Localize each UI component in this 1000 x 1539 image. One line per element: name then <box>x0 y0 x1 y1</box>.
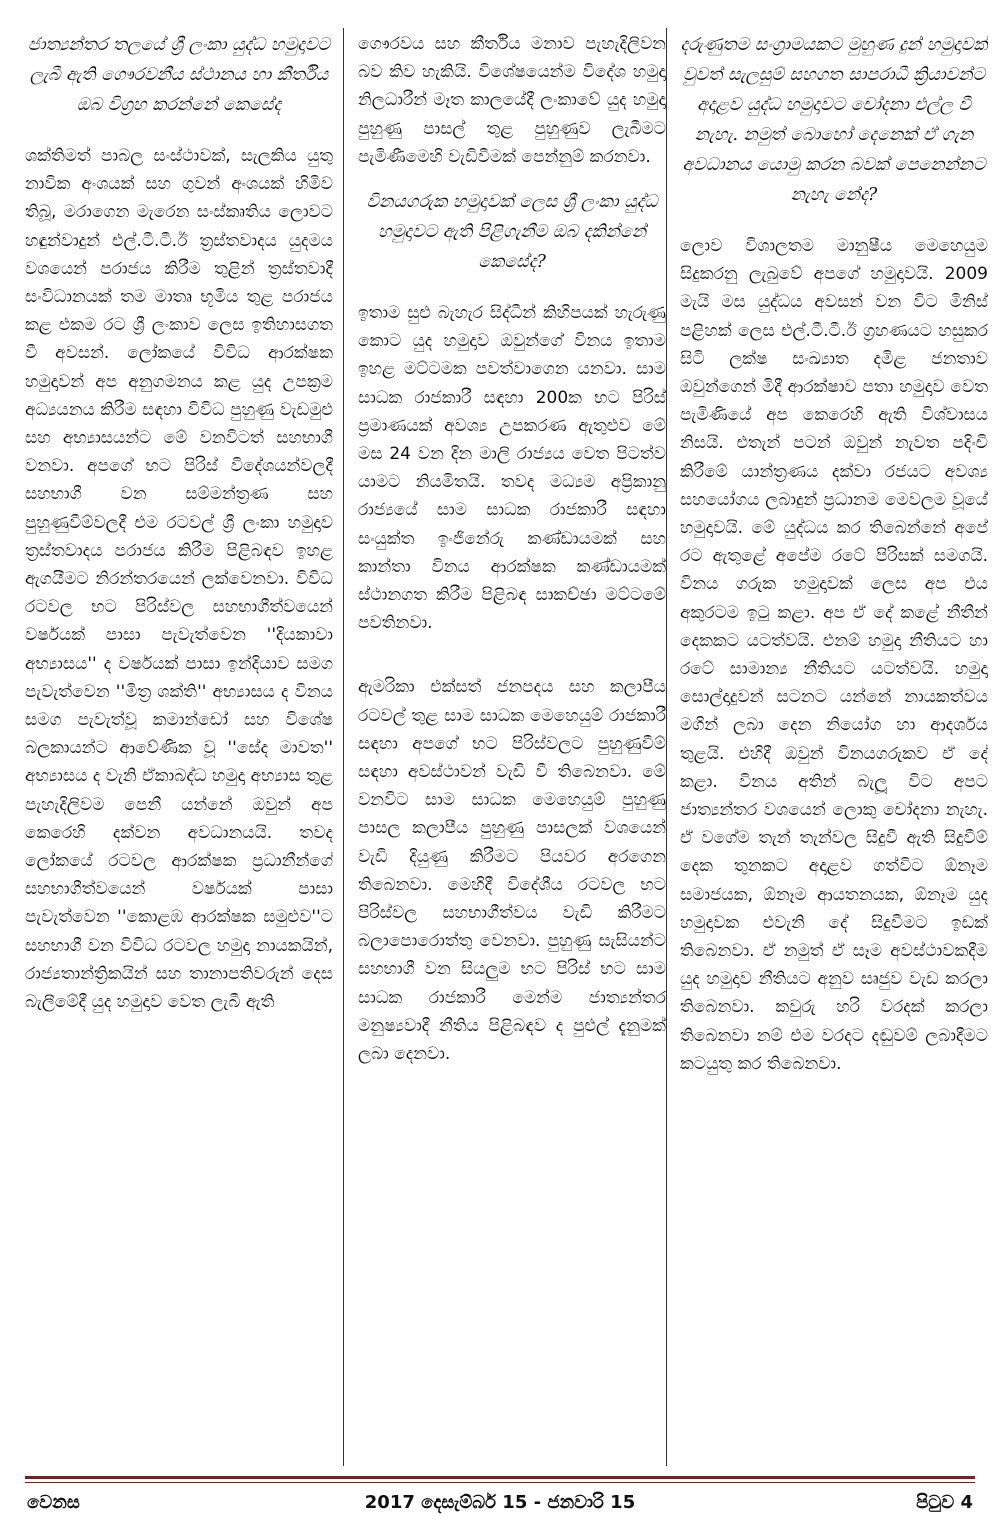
page-footer <box>25 1488 975 1524</box>
answer-paragraph: ඇමරිකා එක්සත් ජනපදය සහ කලාපීය රටවල් තුළ සාම සාධක මෙහෙයුම් රාජකාරී සඳහා අපගේ භට පිරිස්වලට පුහුණුවීම් සඳහා අවස්ථාවන් වැඩි වී තිබෙනවා. මේ වනවිට සාම සාධක මෙහෙයුම් පුහුණු පාසල කලාපීය පුහුණු පාසලක් වශයෙන් වැඩි දියුණු කිරීමට පියවර අරගෙන තිබෙනවා. මෙහිදී විදේශීය රටවල භට පිරිස්වල සහභාගීත්වය වැඩි කිරීමට බලාපොරොත්තු වෙනවා. පුහුණු සැසියන්ට සහභාගී වන සියලුම භට පිරිස් භට සාම සාධක රාජකාරී මෙන්ම ජාත්‍යන්තර මනුෂ්‍යවාදී නීතිය පිළිබඳව ද පුළුල් දැනුමක් ලබා දෙනවා. <box>358 677 666 1065</box>
column-1 <box>25 30 333 1470</box>
column-2 <box>358 30 666 1470</box>
page-number: පිටුව 4 <box>916 1492 973 1513</box>
paragraph-spacer <box>358 653 666 673</box>
answer-paragraph: ඉතාම සුළු බැහැර සිද්ධීන් කිහිපයක් හැරුණු කොට යුද හමුදාව ඔවුන්ගේ විනය ඉතාම ඉහළ මට්ටමක පවත්වාගෙන යනවා. සාම සාධක රාජකාරී සඳහා 200ක භට පිරිස් ප්‍රමාණයක් අවශ්‍ය උපකරණ ඇතුළුව මේ මස 24 වන දින මාලි රාජ්‍යය වෙත පිටත්ව යාමට නියමිතයි. තවද මධ්‍යම අප්‍රිකානු රාජ්‍යයේ සාම සාධක රාජකාරී සඳහා සංයුක්ත ඉංජිනේරු කණ්ඩායමක් සහ කාන්තා විනය ආරක්ෂක කණ්ඩායමක් ස්ථානගත කිරීම පිළිබඳ සාකච්ඡා මට්ටමේ පවතිනවා. <box>358 303 666 634</box>
answer-paragraph: ශක්තිමත් පාබල සංස්ථාවක්, සැලකිය යුතු නාවික අංශයක් සහ ගුවන් අංශයක් හිමිව තිබූ, මරාගෙන මැරෙන සංස්කෘතිය ලොවට හඳුන්වාදුන් එල්.ටී.ටී.ඊ ත්‍රස්තවාදය යුදමය වශයෙන් පරාජය කිරීම තුළින් ත්‍රස්තවාදී සංවිධානයක් තම මාතෘ භූමිය තුළ පරාජය කළ එකම රට ශ්‍රී ලංකාව ලෙස ඉතිහාසගත වී අවසන්. ලෝකයේ විවිධ ආරක්ෂක හමුදාවන් අප අනුගමනය කළ යුද උපක්‍රම අධ්‍යයනය කිරීම සඳහා විවිධ පුහුණු වැඩමුළු සහ අභ්‍යාසයන්ට මේ වනවිටත් සහභාගී වනවා. අපගේ භට පිරිස් විදේශයන්වලදී සහභාගී වන සම්මන්ත්‍රණ සහ පුහුණුවීම්වලදී එම රටවල් ශ්‍රී ලංකා හමුදාව ත්‍රස්තවාදය පරාජය කිරීම පිළිබඳව ඉහළ ඇගයීමට නිරන්තරයෙන් ලක්වෙනවා. විවිධ රටවල භට පිරිස්වල සහභාගීත්වයෙන් වර්ෂයක් පාසා පැවැත්වෙන ''දියකාවා අභ්‍යාසය'' ද වර්ෂයක් පාසා ඉන්දියාව සමග පැවැත්වෙන ''මිත්‍ර ශක්ති'' අභ්‍යාසය ද විනය සමග පැවැත්වූ කමාන්ඩෝ සහ විශේෂ බලකායන්ට ආවේණික වූ ''සේද මාවත'' අභ්‍යාසය ද වැනි ඒකාබද්ධ හමුදා අභ්‍යාස තුළ පැහැදිලිවම පෙනී යන්නේ ඔවුන් අප කෙරෙහි දක්වන අවධානයයි. තවද ලෝකයේ රටවල ආරක්ෂක ප්‍රධානීන්ගේ සහභාගීත්වයෙන් වර්ෂයක් පාසා පැවැත්වෙන ''කොළඹ ආරක්ෂක සමුළුව''ට සහභාගී වන විවිධ රටවල හමුදා නායකයින්, රාජ්‍යතාන්ත්‍රිකයින් සහ තානාපතිවරුන් දෙස බැලීමේදී යුද හමුදාව වෙත ලැබී ඇති <box>25 146 333 1013</box>
answer-paragraph: ගෞරවය සහ කීර්තිය මනාව පැහැදිලිවන බව කිව හැකියි. විශේෂයෙන්ම විදේශ හමුදා නිලධාරීන් මෑත කාලයේදී ලංකාවේ යුද හමුදා පුහුණු පාසල් තුළ පුහුණුව ලැබීමට පැමිණීමෙහි වැඩිවීමක් පෙන්නුම් කරනවා. <box>358 34 666 167</box>
issue-date: 2017 දෙසැම්බර් 15 - ජනවාරි 15 <box>364 1492 636 1513</box>
column-3 <box>680 30 988 1470</box>
footer-rule-thick <box>25 1476 975 1479</box>
interview-question: දරුණුතම සංග්‍රාමයකට මුහුණ දුන් හමුදාවක් වුවත් සැලසුම් සහගත සාපරාධී ක්‍රියාවන්ට අදාළව යුද්ධ හමුදාවට චෝදනා එල්ල වී නැහැ. නමුත් බොහෝ දෙනෙක් ඒ ගැන අවධානය යොමු කරන බවක් පෙනෙන්නට නැහැ නේද? <box>680 35 988 205</box>
interview-question: ජාත්‍යන්තර තලයේ ශ්‍රී ලංකා යුද්ධ හමුදාවට ලැබී ඇති ගෞරවනීය ස්ථානය හා කීර්තිය ඔබ විග්‍රහ කරන්නේ කෙසේද <box>27 35 331 115</box>
answer-paragraph: ලොව විශාලතම මානුෂීය මෙහෙයුම සිදුකරනු ලැබුවේ අපගේ හමුදාවයි. 2009 මැයි මස යුද්ධය අවසන් වන විට මිනිස් පළිහක් ලෙස එල්.ටී.ටී.ඊ ග්‍රහණයට හසුකර සිටි ලක්ෂ සංඛ්‍යාත දමිළ ජනතාව ඔවුන්ගෙන් මිදී ආරක්ෂාව පතා හමුදාව වෙත පැමිණියේ අප කෙරෙහි ඇති විශ්වාසය නිසයි. එතැන් පටන් ඔවුන් නැවත පදිංචි කිරීමේ යාන්ත්‍රණය දක්වා රජයට අවශ්‍ය සහයෝගය ලබාදුන් ප්‍රධානම මෙවලම වූයේ හමුදාවයි. මේ යුද්ධය කර තිබෙන්නේ අපේ රට ඇතුළේ අපේම රටේ පිරිසක් සමගයි. විනය ගරුක හමුදාවක් ලෙස අප එය අකුරටම ඉටු කළා. අප ඒ දේ කළේ නීතීන් දෙකකට යටත්වයි. එනම් හමුදා නීතියට හා රටේ සාමාන්‍ය නීතියට යටත්වයි. හමුදා සොල්දාදුවන් සටනට යන්නේ නායකත්වය මගින් ලබා දෙන නියෝග හා ආදර්ශය තුළයි. එහිදී ඔවුන් විනයගරුකව ඒ දේ කළා. විනය අතින් බැලූ විට අපට ජාත්‍යන්තර වශයෙන් ලොකු චෝදනා නැහැ. ඒ වගේම තැන් තැන්වල සිදුවී ඇති සිදුවීම් දෙක තුනකට අදාළව ගත්විට ඕනෑම සමාජයක, ඕනෑම ආයතනයක, ඕනෑම යුද හමුදාවක එවැනි දේ සිදුවීමට ඉඩක් තිබෙනවා. ඒ නමුත් ඒ සෑම අවස්ථාවකදීම යුද හමුදාව නීතියට අනුව සෘජුව වැඩ කරලා තිබෙනවා. කවුරු හරි වරදක් කරලා තිබෙනවා නම් එම වරදට දඬුවම් ලබාදීමට කටයුතු කර තිබෙනවා. <box>680 236 988 1074</box>
interview-question: විනයගරුක හමුදාවක් ලෙස ශ්‍රී ලංකා යුද්ධ හමුදාවට ඇති පිළිගැනීම ඔබ දකින්නේ කෙසේද? <box>366 192 658 273</box>
column-divider-1 <box>343 28 344 1466</box>
column-divider-2 <box>666 28 667 1466</box>
masthead-name: වෙනස <box>27 1492 80 1513</box>
footer-rule-thin <box>25 1482 975 1483</box>
